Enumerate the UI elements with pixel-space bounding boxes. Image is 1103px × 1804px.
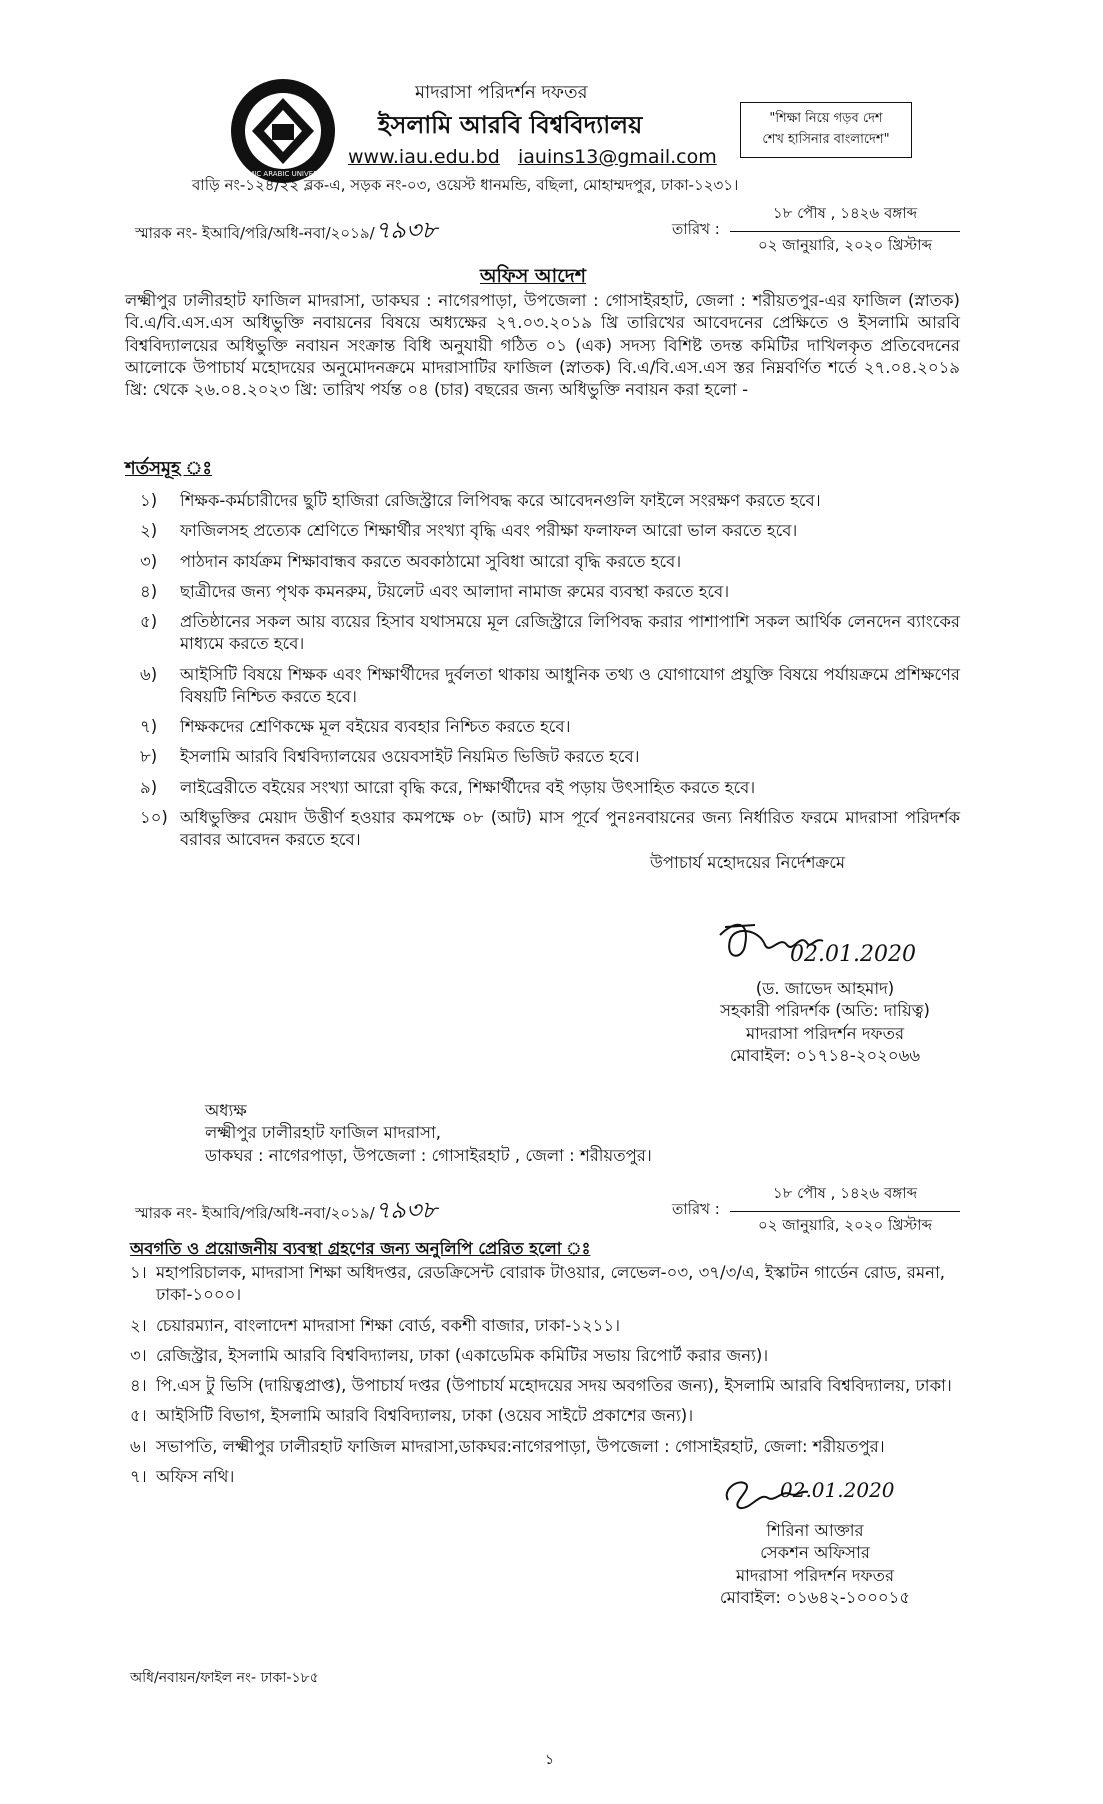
svg-text:ISLAMIC ARABIC UNIVERSITY: ISLAMIC ARABIC UNIVERSITY (232, 170, 334, 178)
signatory-2-office: মাদরাসা পরিদর্শন দফতর (735, 1565, 895, 1585)
signatory-2-block (690, 1520, 940, 1609)
condition-item: ১০) অধিভুক্তির মেয়াদ উত্তীর্ণ হওয়ার কমপক্ষে ০৮ (আট) মাস পূর্বে পুনঃনবায়নের জন্য নির্ধারিত ফরমে মাদরাসা পরিদর্শক বরাবর আবেদন করতে হবে। (140, 807, 960, 850)
copy-item: ২। চেয়ারম্যান, বাংলাদেশ মাদরাসা শিক্ষা বোর্ড, বকশী বাজার, ঢাকা-১২১১। (130, 1315, 620, 1335)
condition-item: ৮) ইসলামি আরবি বিশ্ববিদ্যালয়ের ওয়েবসাইট নিয়মিত ভিজিট করতে হবে। (140, 747, 640, 767)
office-name: মাদরাসা পরিদর্শন দফতর (415, 82, 588, 103)
website-link[interactable]: www.iau.edu.bd (348, 146, 500, 168)
date-bangla: ১৮ পৌষ , ১৪২৬ বঙ্গাব্দ (772, 1184, 918, 1202)
copy-item: ৫। আইসিটি বিভাগ, ইসলামি আরবি বিশ্ববিদ্যালয়, ঢাকা (ওয়েব সাইটে প্রকাশের জন্য)। (130, 1406, 694, 1426)
condition-item: ২) ফাজিলসহ প্রত্যেক শ্রেণিতে শিক্ষার্থীর সংখ্যা বৃদ্ধি এবং পরীক্ষা ফলাফল আরো ভাল করতে হবে। (140, 521, 798, 541)
university-name: ইসলামি আরবি বিশ্ববিদ্যালয় (378, 111, 643, 139)
file-number: অধি/নবায়ন/ফাইল নং- ঢাকা-১৮৫ (130, 1670, 319, 1686)
date-english: ০২ জানুয়ারি, ২০২০ খ্রিস্টাব্দ (730, 231, 960, 259)
copy-item: ১। মহাপরিচালক, মাদরাসা শিক্ষা অধিদপ্তর, রেডক্রিসেন্ট বোরাক টাওয়ার, লেভেল-০৩, ৩৭/৩/এ, ইস্কাটন গার্ডেন রোড, রমনা, ঢাকা-১০০০। (130, 1263, 946, 1305)
memo-number-2 (135, 1192, 437, 1232)
condition-item: ৩) পাঠদান কার্যক্রম শিক্ষাবান্ধব করতে অবকাঠামো সুবিধা আরো বৃদ্ধি করতে হবে। (140, 551, 682, 571)
memo-handwritten-number: ৭৯৩৮ (374, 1196, 438, 1224)
directive-text: উপাচার্য মহোদয়ের নির্দেশক্রমে (650, 853, 846, 872)
university-logo (228, 76, 338, 186)
conditions-title: শর্তসমূহ ঃ (125, 458, 212, 479)
order-body: লক্ষ্মীপুর ঢালীরহাট ফাজিল মাদরাসা, ডাকঘর : নাগেরপাড়া, উপজেলা : গোসাইরহাট, জেলা : শরীয়তপুর-এর ফাজিল (স্নাতক) বি.এ/বি.এস.এস অধিভুক্তি নবায়নের বিষয়ে অধ্যক্ষের ২৭.০৩.২০১৯ খ্রি তারিখের আবেদনের প্রেক্ষিতে ও ইসলামি আরবি বিশ্ববিদ্যালয়ের অধিভুক্তি নবায়ন সংক্রান্ত বিধি অনুযায়ী গঠিত ০১ (এক) সদস্য বিশিষ্ট তদন্ত কমিটির দাখিলকৃত প্রতিবেদনের আলোকে উপাচার্য মহোদয়ের অনুমোদনক্রমে মাদরাসাটির ফাজিল (স্নাতক) বি.এ/বি.এস.এস স্তর নিম্নবর্ণিত শর্তে ২৭.০৪.২০১৯ খ্রি: থেকে ২৬.০৪.২০২৩ খ্রি: তারিখ পর্যন্ত ০৪ (চার) বছরের জন্য অধিভুক্তি নবায়ন করা হলো - (125, 291, 960, 400)
recipient-block (205, 1100, 652, 1167)
recipient-institution: লক্ষ্মীপুর ঢালীরহাট ফাজিল মাদরাসা, (205, 1123, 442, 1143)
recipient-title: অধ্যক্ষ (205, 1101, 247, 1120)
condition-item: ১) শিক্ষক-কর্মচারীদের ছুটি হাজিরা রেজিস্ট্রারে লিপিবদ্ধ করে আবেদনগুলি ফাইলে সংরক্ষণ করতে হবে। (140, 491, 821, 510)
signatory-1-office: মাদরাসা পরিদর্শন দফতর (745, 1023, 905, 1043)
condition-item: ৬) আইসিটি বিষয়ে শিক্ষক এবং শিক্ষার্থীদের দুর্বলতা থাকায় আধুনিক তথ্য ও যোগাযোগ প্রযুক্তি বিষয়ে পর্যায়ক্রমে প্রশিক্ষণের বিষয়টি নিশ্চিত করতে হবে। (140, 664, 960, 706)
condition-item: ৯) লাইব্রেরীতে বইয়ের সংখ্যা আরো বৃদ্ধি করে, শিক্ষার্থীদের বই পড়ায় উৎসাহিত করতে হবে। (140, 777, 756, 797)
page-number: ১ (545, 1752, 555, 1768)
copies-title: অবগতি ও প্রয়োজনীয় ব্যবস্থা গ্রহণের জন্য অনুলিপি প্রেরিত হলো ঃ (130, 1239, 591, 1258)
memo-number-1 (135, 212, 437, 252)
header-contact (348, 146, 717, 168)
copy-item: ৪। পি.এস টু ভিসি (দায়িত্বপ্রাপ্ত), উপাচার্য দপ্তর (উপাচার্য মহোদয়ের সদয় অবগতির জন্য), ইসলামি আরবি বিশ্ববিদ্যালয়, ঢাকা। (130, 1376, 952, 1396)
conditions-list (140, 490, 960, 859)
header-address: বাড়ি নং-১২৪/২২ ব্লক-এ, সড়ক নং-০৩, ওয়েস্ট ধানমন্ডি, বছিলা, মোহাম্মদপুর, ঢাকা-১২৩১। (192, 176, 739, 194)
signatory-1-mobile: মোবাইল: ০১৭১৪-২০২০৬৬ (729, 1045, 921, 1065)
condition-item: ৫) প্রতিষ্ঠানের সকল আয় ব্যয়ের হিসাব যথাসময়ে মূল রেজিস্ট্রারে লিপিবদ্ধ করার পাশাপাশি সকল আর্থিক লেনদেন ব্যাংকের মাধ্যমে করতে হবে। (140, 612, 960, 654)
slogan-box (740, 102, 912, 158)
email-link[interactable]: iauins13@gmail.com (518, 146, 717, 168)
recipient-address: ডাকঘর : নাগেরপাড়া, উপজেলা : গোসাইরহাট , জেলা : শরীয়তপুর। (205, 1145, 652, 1165)
copy-item: ৬। সভাপতি, লক্ষ্মীপুর ঢালীরহাট ফাজিল মাদরাসা,ডাকঘর:নাগেরপাড়া, উপজেলা : গোসাইরহাট, জেলা: শরীয়তপুর। (130, 1436, 885, 1456)
sign-date-2: 02.01.2020 (780, 1478, 895, 1502)
signatory-2-name: শিরিনা আক্তার (766, 1521, 864, 1540)
signatory-1-name: (ড. জাভেদ আহমাদ) (755, 979, 895, 998)
condition-item: ৭) শিক্ষকদের শ্রেণিকক্ষে মূল বইয়ের ব্যবহার নিশ্চিত করতে হবে। (140, 717, 571, 737)
condition-item: ৪) ছাত্রীদের জন্য পৃথক কমনরুম, টয়লেট এবং আলাদা নামাজ রুমের ব্যবস্থা করতে হবে। (140, 581, 730, 601)
copies-list (130, 1262, 960, 1496)
date-block-1 (730, 202, 960, 259)
signatory-2-designation: সেকশন অফিসার (760, 1543, 870, 1563)
memo-label: স্মারক নং- ইআবি/পরি/অধি-নবা/২০১৯/ (135, 1204, 375, 1222)
memo-label: স্মারক নং- ইআবি/পরি/অধি-নবা/২০১৯/ (135, 224, 375, 242)
copy-item: ৩। রেজিস্ট্রার, ইসলামি আরবি বিশ্ববিদ্যালয়, ঢাকা (একাডেমিক কমিটির সভায় রিপোর্ট করার জন্য)। (130, 1345, 769, 1365)
date-label-2: তারিখ : (672, 1200, 720, 1218)
date-english: ০২ জানুয়ারি, ২০২০ খ্রিস্টাব্দ (730, 1211, 960, 1239)
date-bangla: ১৮ পৌষ , ১৪২৬ বঙ্গাব্দ (772, 204, 918, 222)
signatory-2-mobile: মোবাইল: ০১৬৪২-১০০০১৫ (719, 1587, 911, 1607)
sign-date-1: 02.01.2020 (790, 942, 916, 967)
date-label-1: তারিখ : (672, 220, 720, 238)
date-block-2 (730, 1182, 960, 1239)
slogan-line-2: শেখ হাসিনার বাংলাদেশ" (762, 131, 890, 147)
signatory-1-block (680, 978, 970, 1067)
memo-handwritten-number: ৭৯৩৮ (374, 216, 438, 244)
copy-item: ৭। অফিস নথি। (130, 1466, 235, 1486)
order-title: অফিস আদেশ (480, 265, 586, 287)
slogan-line-1: "শিক্ষা নিয়ে গড়ব দেশ (769, 111, 883, 126)
signatory-1-designation: সহকারী পরিদর্শক (অতি: দায়িত্ব) (720, 1001, 930, 1021)
